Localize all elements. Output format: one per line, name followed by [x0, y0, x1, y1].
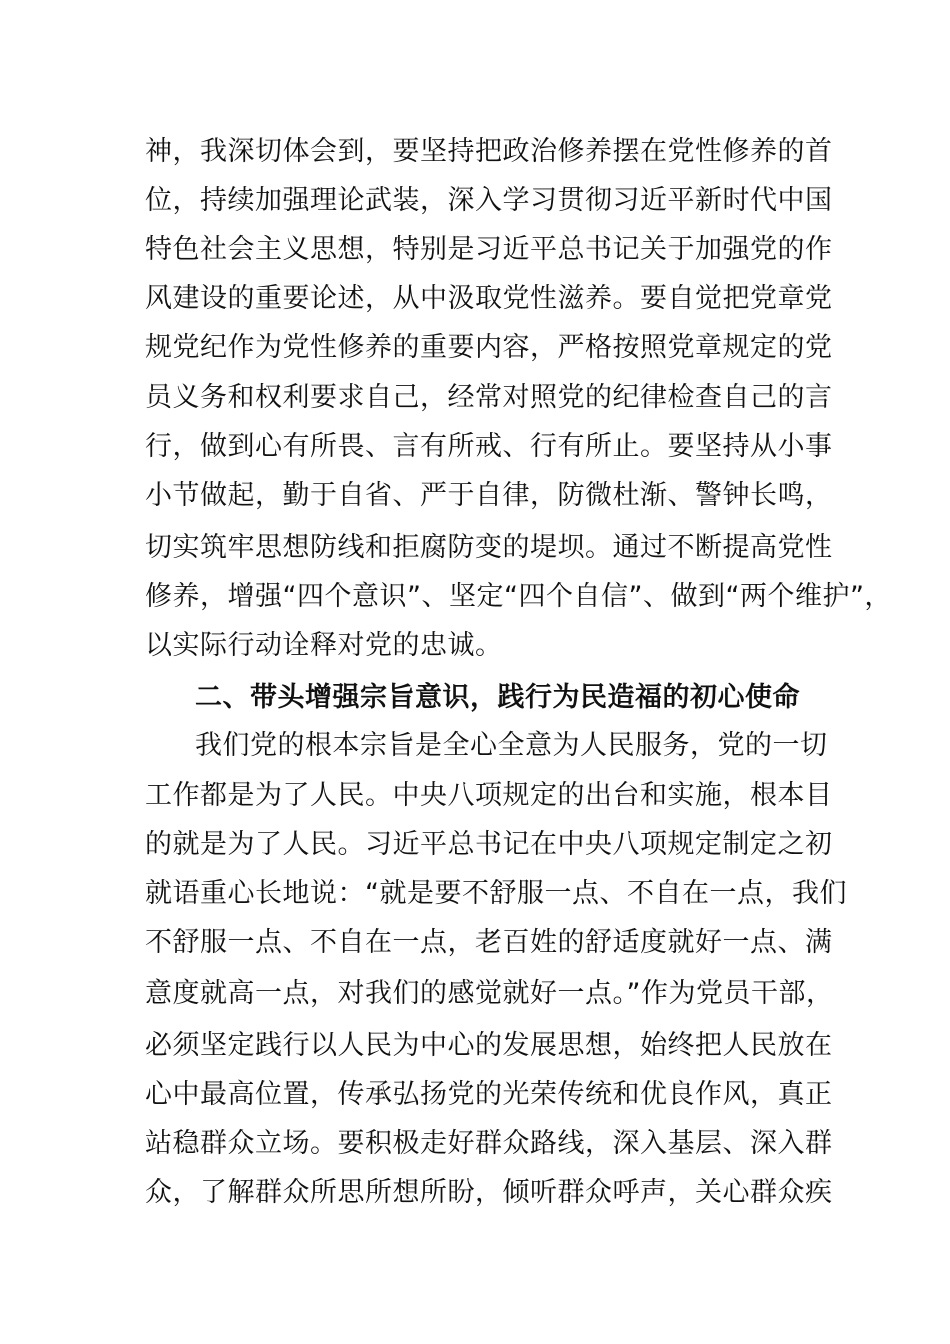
paragraph-line: 意度就高一点，对我们的感觉就好一点。”作为党员干部，	[145, 978, 834, 1009]
paragraph-line: 规党纪作为党性修养的重要内容，严格按照党章规定的党	[145, 332, 833, 363]
paragraph-line: 神，我深切体会到，要坚持把政治修养摆在党性修养的首	[145, 136, 833, 167]
paragraph-line: 特色社会主义思想，特别是习近平总书记关于加强党的作	[145, 234, 833, 265]
paragraph-line: 员义务和权利要求自己，经常对照党的纪律检查自己的言	[145, 382, 833, 413]
paragraph-line: 以实际行动诠释对党的忠诚。	[145, 630, 503, 661]
paragraph-line: 必须坚定践行以人民为中心的发展思想，始终把人民放在	[145, 1030, 833, 1061]
paragraph-line: 的就是为了人民。习近平总书记在中央八项规定制定之初	[145, 829, 833, 860]
paragraph-line: 就语重心长地说：“就是要不舒服一点、不自在一点，我们	[145, 878, 847, 909]
paragraph-line: 站稳群众立场。要积极走好群众路线，深入基层、深入群	[145, 1128, 833, 1159]
paragraph-line: 风建设的重要论述，从中汲取党性滋养。要自觉把党章党	[145, 283, 833, 314]
section-heading: 二、带头增强宗旨意识，践行为民造福的初心使命	[195, 682, 800, 713]
paragraph-line: 工作都是为了人民。中央八项规定的出台和实施，根本目	[145, 780, 833, 811]
paragraph-line: 位，持续加强理论武装，深入学习贯彻习近平新时代中国	[145, 185, 833, 216]
paragraph-line: 心中最高位置，传承弘扬党的光荣传统和优良作风，真正	[145, 1079, 833, 1110]
paragraph-line: 行，做到心有所畏、言有所戒、行有所止。要坚持从小事	[145, 431, 833, 462]
paragraph-line: 小节做起，勤于自省、严于自律，防微杜渐、警钟长鸣，	[145, 480, 833, 511]
paragraph-line: 众，了解群众所思所想所盼，倾听群众呼声，关心群众疾	[145, 1177, 833, 1208]
paragraph-line: 不舒服一点、不自在一点，老百姓的舒适度就好一点、满	[145, 927, 833, 958]
paragraph-line: 修养，增强“四个意识”、坚定“四个自信”、做到“两个维护”，	[145, 581, 892, 612]
paragraph-line: 我们党的根本宗旨是全心全意为人民服务，党的一切	[195, 730, 828, 761]
paragraph-line: 切实筑牢思想防线和拒腐防变的堤坝。通过不断提高党性	[145, 532, 833, 563]
